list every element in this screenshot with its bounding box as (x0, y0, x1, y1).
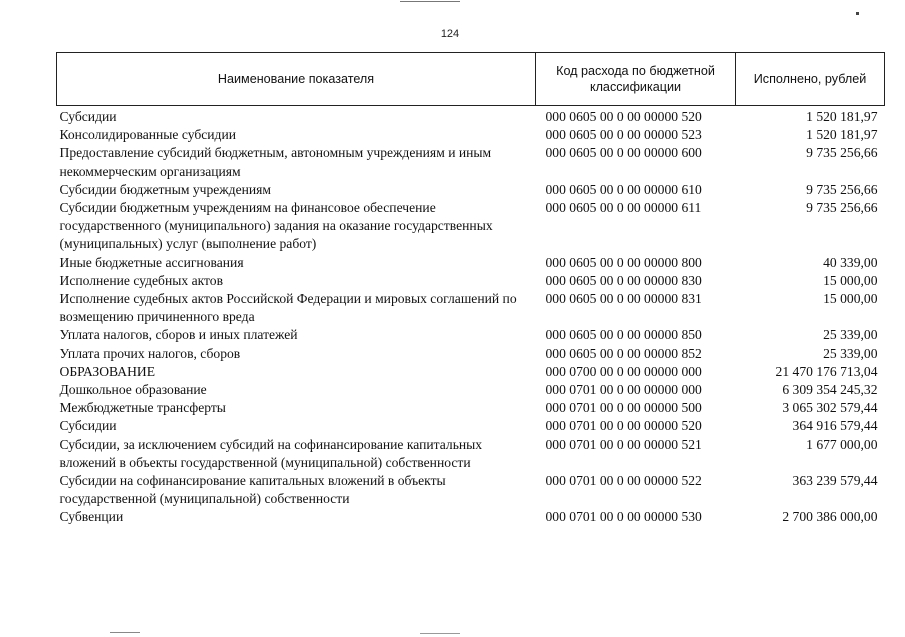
row-executed-sum: 1 677 000,00 (806, 436, 878, 452)
row-budget-code: 000 0605 00 0 00 00000 850 (545, 327, 702, 343)
table-row (57, 472, 885, 508)
row-indicator-name: Предоставление субсидий бюджетным, автономным учреждениям и иным некоммерческим организациям (59, 145, 492, 179)
row-indicator-name: Дошкольное образование (59, 382, 207, 398)
row-budget-code: 000 0701 00 0 00 00000 522 (545, 473, 702, 489)
table-row (57, 254, 885, 272)
header-budget-code: Код расхода по бюджетной классификации (536, 53, 736, 106)
row-indicator-name: Иные бюджетные ассигнования (59, 254, 244, 270)
row-budget-code: 000 0701 00 0 00 00000 521 (545, 436, 702, 452)
table-row (57, 144, 885, 180)
row-budget-code: 000 0605 00 0 00 00000 830 (545, 272, 702, 288)
scan-artifact-top (400, 1, 460, 2)
row-budget-code: 000 0605 00 0 00 00000 520 (545, 109, 702, 124)
table-row (57, 106, 885, 127)
table-row (57, 381, 885, 399)
row-budget-code: 000 0701 00 0 00 00000 500 (545, 400, 702, 416)
row-budget-code: 000 0605 00 0 00 00000 523 (545, 127, 702, 143)
row-indicator-name: Субсидии бюджетным учреждениям (59, 181, 272, 197)
row-indicator-name: Субсидии бюджетным учреждениям на финансовое обеспечение государственного (муниципального) задания на оказание государственных (муниципальных) услуг (выполнение работ) (59, 200, 493, 252)
table-row (57, 345, 885, 363)
row-executed-sum: 25 339,00 (823, 327, 878, 343)
row-indicator-name: Субсидии (59, 418, 117, 434)
row-indicator-name: Уплата прочих налогов, сборов (59, 345, 241, 361)
row-executed-sum: 21 470 176 713,04 (775, 363, 878, 379)
table-row (57, 508, 885, 526)
budget-table-container (56, 52, 884, 527)
row-budget-code: 000 0701 00 0 00 00000 520 (545, 418, 702, 434)
row-executed-sum: 9 735 256,66 (806, 181, 878, 197)
row-executed-sum: 25 339,00 (823, 345, 878, 361)
page-number: 124 (440, 28, 460, 40)
table-row (57, 126, 885, 144)
row-executed-sum: 15 000,00 (823, 272, 878, 288)
row-budget-code: 000 0605 00 0 00 00000 600 (545, 145, 702, 161)
row-executed-sum: 6 309 354 245,32 (782, 382, 878, 398)
row-executed-sum: 9 735 256,66 (806, 145, 878, 161)
row-indicator-name: Исполнение судебных актов Российской Федерации и мировых соглашений по возмещению причиненного вреда (59, 291, 517, 325)
row-executed-sum: 40 339,00 (823, 254, 878, 270)
row-budget-code: 000 0700 00 0 00 00000 000 (545, 363, 702, 379)
row-executed-sum: 1 520 181,97 (806, 127, 878, 143)
table-body (57, 106, 885, 527)
row-indicator-name: Межбюджетные трансферты (59, 400, 226, 416)
row-indicator-name: Консолидированные субсидии (59, 127, 237, 143)
row-budget-code: 000 0701 00 0 00 00000 000 (545, 382, 702, 398)
row-indicator-name: Субсидии на софинансирование капитальных вложений в объекты государственной (муниципальной) собственности (59, 473, 446, 507)
table-row (57, 363, 885, 381)
table-row (57, 199, 885, 254)
table-row (57, 417, 885, 435)
header-indicator-name: Наименование показателя (57, 53, 536, 106)
table-row (57, 326, 885, 344)
table-row (57, 181, 885, 199)
table-row (57, 399, 885, 417)
row-executed-sum: 363 239 579,44 (792, 473, 878, 489)
row-executed-sum: 15 000,00 (823, 291, 878, 307)
row-budget-code: 000 0605 00 0 00 00000 800 (545, 254, 702, 270)
row-budget-code: 000 0605 00 0 00 00000 831 (545, 291, 702, 307)
scan-artifact-bottom-2 (420, 633, 460, 634)
row-indicator-name: Исполнение судебных актов (59, 272, 224, 288)
row-indicator-name: Уплата налогов, сборов и иных платежей (59, 327, 298, 343)
row-indicator-name: Субсидии (59, 109, 117, 124)
budget-execution-table (56, 52, 885, 527)
table-row (57, 272, 885, 290)
scan-artifact-bottom (110, 632, 140, 633)
row-budget-code: 000 0605 00 0 00 00000 610 (545, 181, 702, 197)
row-executed-sum: 1 520 181,97 (806, 109, 878, 124)
row-indicator-name: Субсидии, за исключением субсидий на софинансирование капитальных вложений в объекты государственной (муниципальной) собственности (59, 436, 483, 470)
table-row (57, 290, 885, 326)
row-executed-sum: 364 916 579,44 (792, 418, 878, 434)
row-executed-sum: 3 065 302 579,44 (782, 400, 878, 416)
row-executed-sum: 2 700 386 000,00 (782, 509, 878, 525)
row-executed-sum: 9 735 256,66 (806, 200, 878, 216)
row-indicator-name: Субвенции (59, 509, 124, 525)
table-header-row (57, 53, 885, 106)
table-row (57, 436, 885, 472)
row-indicator-name: ОБРАЗОВАНИЕ (59, 363, 156, 379)
header-executed-sum: Исполнено, рублей (736, 53, 885, 106)
row-budget-code: 000 0605 00 0 00 00000 611 (545, 200, 702, 216)
row-budget-code: 000 0701 00 0 00 00000 530 (545, 509, 702, 525)
scan-artifact-corner (856, 12, 859, 15)
row-budget-code: 000 0605 00 0 00 00000 852 (545, 345, 702, 361)
